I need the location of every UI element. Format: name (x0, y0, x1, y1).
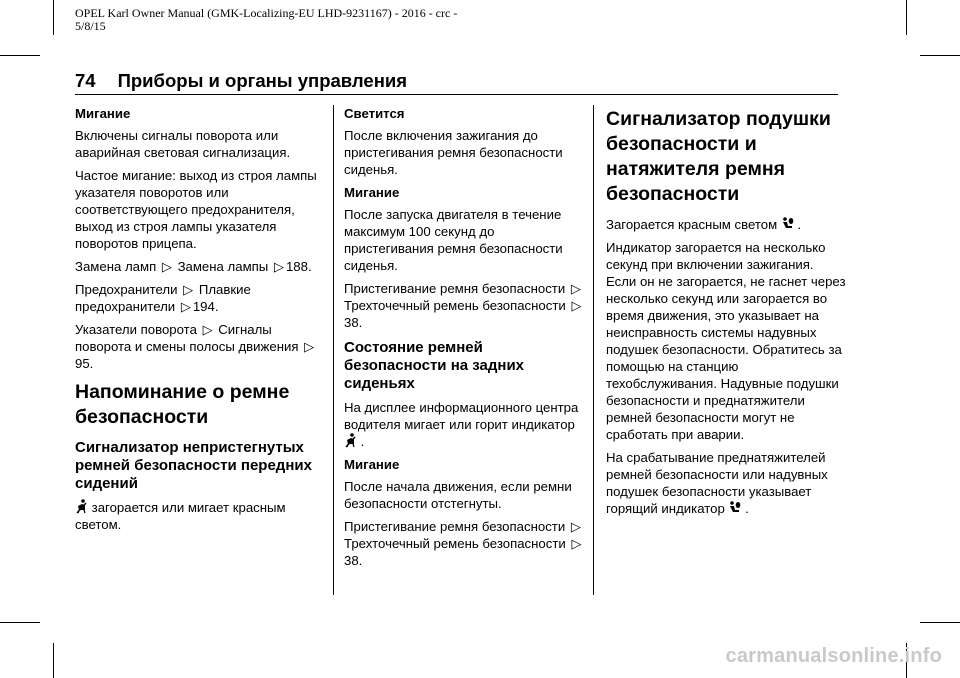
blinking-text: Включены сигналы поворота или аварийная световая сигнализация. (75, 128, 291, 160)
deployment-text: На срабатывание преднатяжителей ремней безопасности или надувных подушек безопасности указывает горящий индикатор . (606, 450, 828, 516)
column-divider (333, 105, 334, 595)
blinking-heading: Мигание (75, 106, 131, 121)
fasten-reference: Пристегивание ремня безопасности ▷ Трехточечный ремень безопасности ▷38. (344, 281, 582, 330)
column-divider (593, 105, 594, 595)
crop-mark (0, 622, 40, 623)
seatbelt-reminder-title: Напоминание о ремне безопасности (75, 381, 290, 428)
document-info-line: OPEL Karl Owner Manual (GMK-Localizing-EU LHD-9231167) - 2016 - crc - (75, 6, 458, 20)
front-seatbelt-indicator-title: Сигнализатор непристегнутых ремней безопасности передних сидений (75, 439, 312, 492)
rear-seatbelt-text: На дисплее информационного центра водителя мигает или горит индикатор . (344, 400, 579, 449)
reference-page[interactable]: 38. (344, 553, 363, 568)
crop-mark (53, 643, 54, 678)
lights-red-text: Загорается красным светом . (606, 217, 802, 232)
page-number: 74 (75, 70, 96, 91)
crop-mark (0, 55, 40, 56)
crop-mark (53, 0, 54, 35)
reference-page[interactable]: 38. (344, 315, 363, 330)
reference-page[interactable]: 95. (75, 356, 94, 371)
triangle-right-outline-icon: ▷ (570, 519, 581, 534)
blinking-heading: Мигание (344, 185, 400, 200)
column-left (75, 105, 327, 539)
crop-mark (906, 0, 907, 35)
fasten-reference: Пристегивание ремня безопасности ▷ Трехточечный ремень безопасности ▷38. (344, 519, 582, 568)
reference-link[interactable]: Трехточечный ремень безопасности (344, 298, 566, 313)
reference-page[interactable]: 188. (285, 259, 312, 274)
rear-seatbelt-status-title: Состояние ремней безопасности на задних сиденьях (344, 339, 525, 392)
reference-link[interactable]: Сигналы поворота и смены полосы движения (75, 322, 299, 354)
reference-link[interactable]: Замена лампы (177, 259, 269, 274)
airbag-warning-icon (781, 217, 798, 232)
airbag-indicator-title: Сигнализатор подушки безопасности и натяжителя ремня безопасности (606, 108, 831, 205)
column-right (606, 105, 846, 523)
crop-mark (920, 622, 960, 623)
indicator-description: Индикатор загорается на несколько секунд при включении зажигания. Если он не загорается, не гаснет через несколько секунд или загорается во время движения, это указывает на неисправность системы надувных подушек безопасности. Обратитесь за помощью на станцию техобслуживания. Надувные подушки безопасности и преднатяжители ремней безопасности могут не сработать при аварии. (606, 240, 846, 442)
blinking-heading: Мигание (344, 457, 400, 472)
document-info (75, 7, 545, 33)
triangle-right-outline-icon: ▷ (570, 281, 581, 296)
triangle-right-outline-icon: ▷ (202, 322, 213, 337)
triangle-right-outline-icon: ▷ (273, 259, 284, 274)
triangle-right-outline-icon: ▷ (183, 282, 194, 297)
lit-text: После включения зажигания до пристегивания ремня безопасности сиденья. (344, 128, 563, 177)
triangle-right-outline-icon: ▷ (571, 536, 582, 551)
triangle-right-outline-icon: ▷ (304, 339, 315, 354)
triangle-right-outline-icon: ▷ (161, 259, 172, 274)
turn-signal-reference: Указатели поворота ▷ Сигналы поворота и смены полосы движения ▷95. (75, 322, 315, 371)
seatbelt-warning-icon (344, 434, 361, 449)
lamp-reference: Замена ламп ▷ Замена лампы ▷ 188. (75, 259, 312, 274)
fuse-reference: Предохранители ▷ Плавкие предохранители ▷ 194. (75, 282, 251, 314)
fast-blinking-text: Частое мигание: выход из строя лампы указателя поворотов или соответствующего предохранителя, выход из строя лампы указателя поворотов прицепа. (75, 168, 317, 251)
reference-page[interactable]: 194. (192, 299, 219, 314)
lit-heading: Светится (344, 106, 405, 121)
blinking-text: После начала движения, если ремни безопасности отстегнуты. (344, 479, 572, 511)
column-middle (344, 105, 584, 575)
reference-link[interactable]: Трехточечный ремень безопасности (344, 536, 566, 551)
seatbelt-icon-text: загорается или мигает красным светом. (75, 500, 286, 532)
reference-link[interactable]: Плавкие предохранители (75, 282, 251, 314)
page-title: Приборы и органы управления (117, 70, 408, 91)
document-info-date: 5/8/15 (75, 19, 106, 33)
crop-mark (920, 55, 960, 56)
airbag-warning-icon (728, 501, 745, 516)
blinking-text: После запуска двигателя в течение максимум 100 секунд до пристегивания ремня безопасности сиденья. (344, 207, 563, 273)
site-watermark: carmanualsonline.info (725, 645, 942, 667)
triangle-right-outline-icon: ▷ (571, 298, 582, 313)
header-divider (75, 94, 838, 95)
seatbelt-warning-icon (75, 500, 92, 515)
triangle-right-outline-icon: ▷ (180, 299, 191, 314)
page-header (75, 70, 407, 92)
